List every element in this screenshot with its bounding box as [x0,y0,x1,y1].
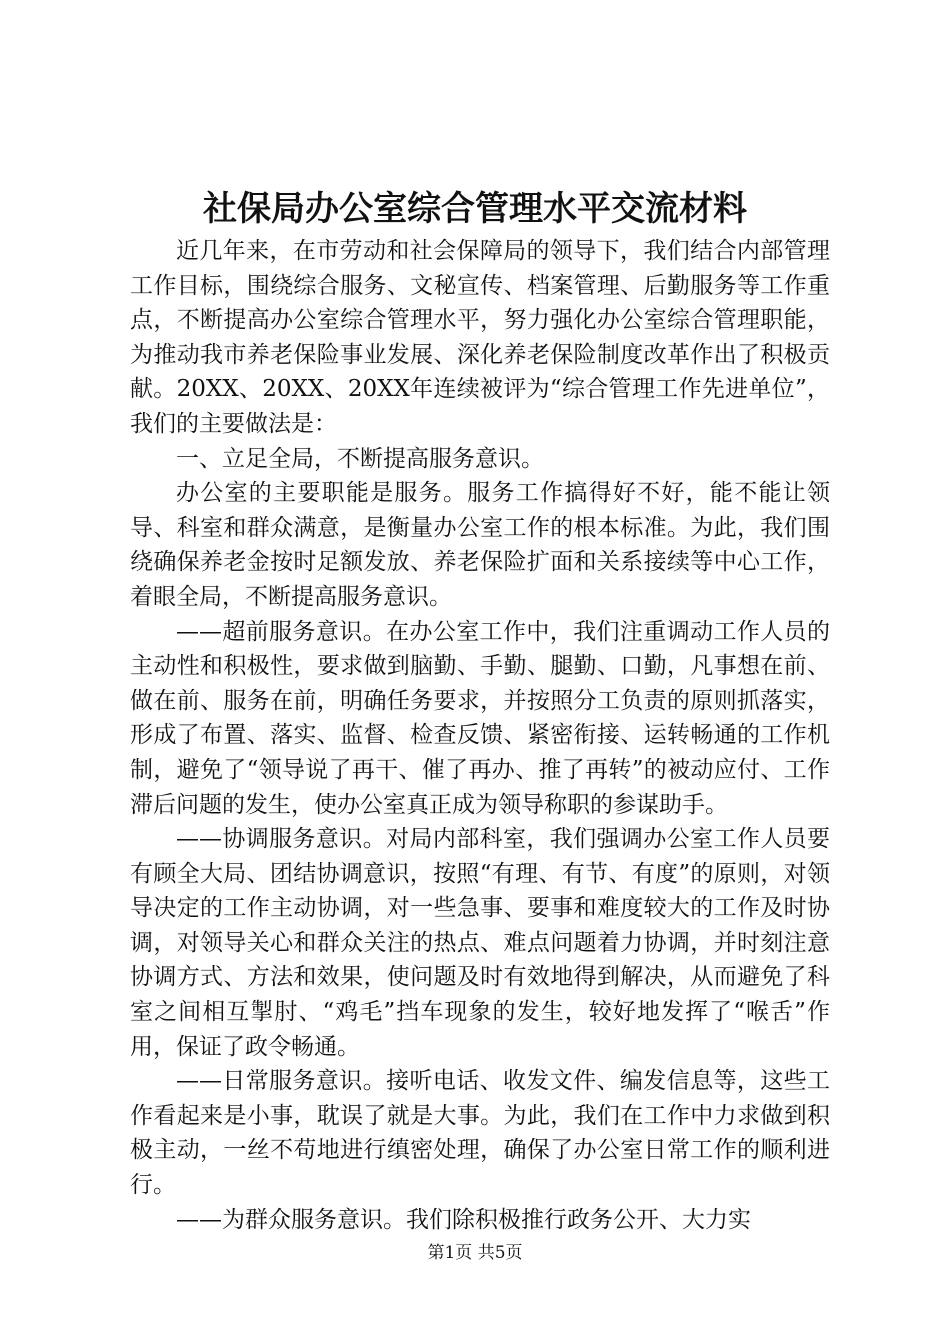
paragraph-daily-service: ——日常服务意识。接听电话、收发文件、编发信息等，这些工作看起来是小事，耽误了就是大事。为此，我们在工作中力求做到积极主动，一丝不苟地进行缜密处理，确保了办公室日常工作的顺利进行。 [130,1068,830,1199]
paragraph-office-function: 办公室的主要职能是服务。服务工作搞得好不好，能不能让领导、科室和群众满意，是衡量办公室工作的根本标准。为此，我们围绕确保养老金按时足额发放、养老保险扩面和关系接续等中心工作，着眼全局，不断提高服务意识。 [130,480,830,610]
document-body [130,234,830,1237]
paragraph-intro: 近几年来，在市劳动和社会保障局的领导下，我们结合内部管理工作目标，围绕综合服务、文秘宣传、档案管理、后勤服务等工作重点，不断提高办公室综合管理水平，努力强化办公室综合管理职能，为推动我市养老保险事业发展、深化养老保险制度改革作出了积极贡献。20XX、20XX、20XX年连续被评为“综合管理工作先进单位”，我们的主要做法是： [130,238,830,437]
paragraph-public-service: ——为群众服务意识。我们除积极推行政务公开、大力实 [176,1206,751,1233]
section-heading-1: 一、立足全局，不断提高服务意识。 [176,445,544,472]
page-footer: 第1页 共5页 [427,1243,523,1263]
paragraph-coordination-service: ——协调服务意识。对局内部科室，我们强调办公室工作人员要有顾全大局、团结协调意识，按照“有理、有节、有度”的原则，对领导决定的工作主动协调，对一些急事、要事和难度较大的工作及时协调，对领导关心和群众关注的热点、难点问题着力协调，并时刻注意协调方式、方法和效果，使问题及时有效地得到解决，从而避免了科室之间相互掣肘、“鸡毛”挡车现象的发生，较好地发挥了“喉舌”作用，保证了政令畅通。 [130,826,830,1060]
paragraph-proactive-service: ——超前服务意识。在办公室工作中，我们注重调动工作人员的主动性和积极性，要求做到脑勤、手勤、腿勤、口勤，凡事想在前、做在前、服务在前，明确任务要求，并按照分工负责的原则抓落实，形成了布置、落实、监督、检查反馈、紧密衔接、运转畅通的工作机制，避免了“领导说了再干、催了再办、推了再转”的被动应付、工作滞后问题的发生，使办公室真正成为领导称职的参谋助手。 [130,618,830,818]
document-title: 社保局办公室综合管理水平交流材料 [203,189,747,229]
